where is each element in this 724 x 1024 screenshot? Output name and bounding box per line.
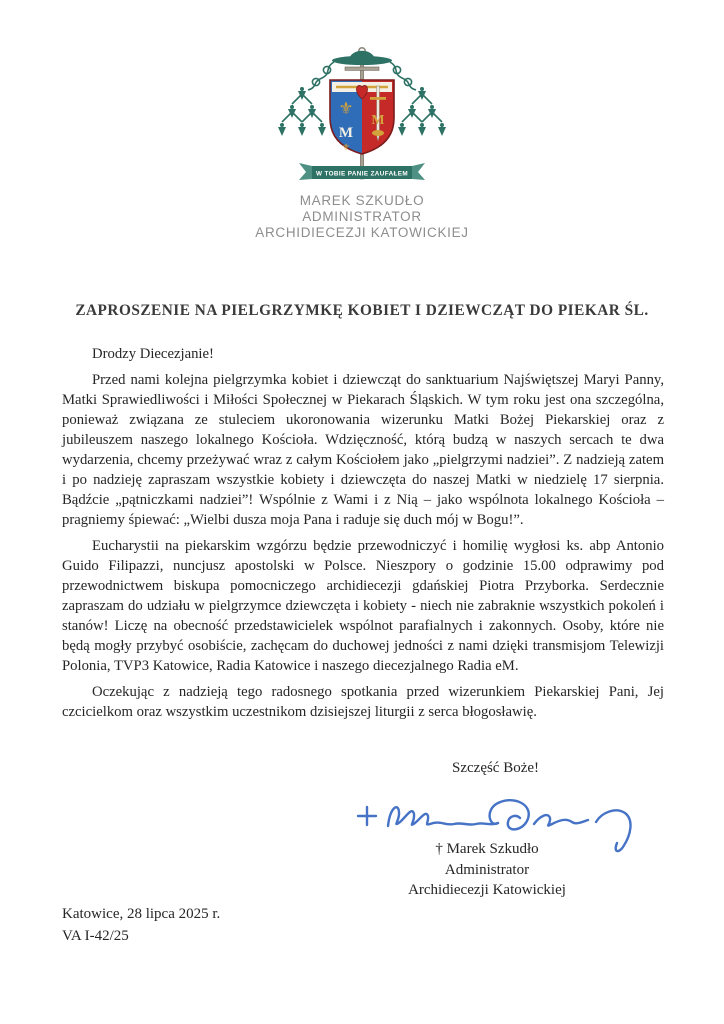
closing-blessing: Szczęść Boże!	[452, 760, 540, 776]
letter-body	[62, 344, 664, 728]
signature-block	[337, 839, 637, 901]
letterhead	[0, 193, 724, 241]
paragraph-1: Przed nami kolejna pielgrzymka kobiet i dziewcząt do sanktuarium Najświętszej Maryi Panny, Matki Sprawiedliwości i Miłości Społecznej w Piekarach Śląskich. W tym roku jest ona szczególna, ponieważ związana ze stuleciem ukoronowania wizerunku Matki Bożej Piekarskiej oraz z jubileuszem naszego lokalnego Kościoła. Wdzięczność, którą budzą w naszych sercach te dwa wydarzenia, chcemy przeżywać wraz z całym Kościołem jako „pielgrzymi nadziei”. Z nadzieją zatem i po nadzieję zapraszam wszystkie kobiety i dziewczęta do naszej Matki w niedzielę 17 sierpnia. Bądźcie „pątniczkami nadziei”! Wspólnie z Wami i z Nią – jako wspólnota lokalnego Kościoła – pragniemy śpiewać: „Wielbi dusza moja Pana i raduje się duch mój w Bogu!”.	[62, 372, 664, 528]
tassels-left	[278, 87, 326, 136]
document-title: ZAPROSZENIE NA PIELGRZYMKĘ KOBIET I DZIEWCZĄT DO PIEKAR ŚL.	[75, 302, 649, 319]
svg-text:⚜: ⚜	[341, 143, 351, 153]
paragraph-3: Oczekując z nadzieją tego radosnego spotkania przed wizerunkiem Piekarskiej Pani, Jej czcicielkom oraz wszystkim uczestnikom dzisiejszej liturgii z serca błogosławię.	[62, 684, 664, 720]
signer-role: Administrator	[444, 861, 530, 878]
shield-icon	[330, 80, 394, 154]
paragraph-2: Eucharystii na piekarskim wzgórzu będzie przewodniczyć i homilię wygłosi ks. abp Antonio Guido Filipazzi, nuncjusz apostolski w Polsce. Nieszpory o godzinie 15.00 odprawimy pod przewodnictwem biskupa pomocniczego archidiecezji gdańskiej Piotra Przyborka. Serdecznie zapraszam do udziału w pielgrzymce dziewczęta i kobiety - niech nie zabraknie wszystkich pokoleń i stanów! Liczę na obecność przedstawicielek wspólnot parafialnych i zakonnych. Osoby, które nie będą mogły przybyć osobiście, zachęcam do duchowej jedności z nami dzięki transmisjom Telewizji Polonia, TVP3 Katowice, Radia Katowice i naszego diecezjalnego Radia eM.	[62, 538, 664, 674]
motto-text: W TOBIE PANIE ZAUFAŁEM	[316, 170, 408, 178]
place-and-date: Katowice, 28 lipca 2025 r.	[62, 906, 221, 922]
footer	[62, 903, 220, 947]
signer-name: † Marek Szkudło	[435, 841, 539, 857]
galero-hat-icon	[332, 51, 392, 65]
svg-text:⚜: ⚜	[338, 99, 354, 119]
coat-of-arms	[272, 40, 452, 190]
letterhead-name: MAREK SZKUDŁO	[299, 193, 425, 208]
salutation: Drodzy Diecezjanie!	[92, 346, 214, 362]
letterhead-role: ADMINISTRATOR	[302, 209, 422, 224]
svg-text:M: M	[338, 125, 354, 141]
tassels-right	[398, 87, 446, 136]
signer-org: Archidiecezji Katowickiej	[408, 882, 566, 898]
svg-text:M: M	[371, 113, 385, 128]
letterhead-org: ARCHIDIECEZJI KATOWICKIEJ	[255, 225, 469, 240]
reference-number: VA I-42/25	[62, 928, 129, 944]
